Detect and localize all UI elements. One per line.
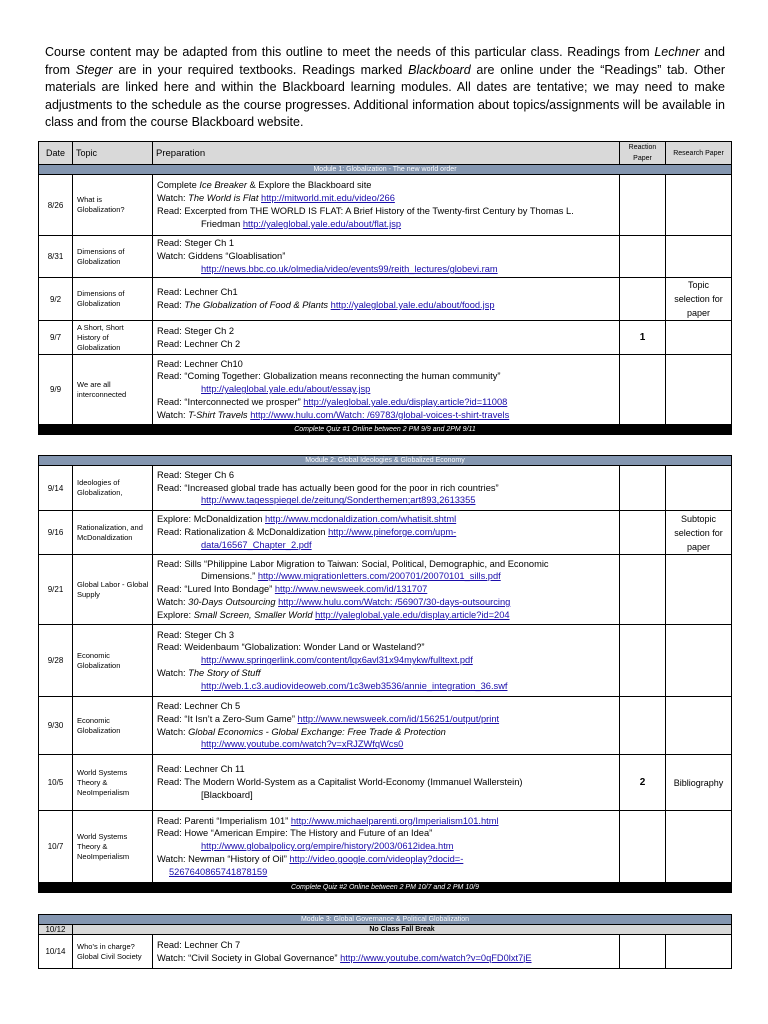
row-topic: We are all interconnected	[73, 355, 153, 425]
row-preparation	[153, 555, 620, 625]
preparation-line	[157, 583, 615, 596]
quiz-row	[39, 883, 732, 893]
link[interactable]: http://mitworld.mit.edu/video/266	[261, 193, 395, 204]
preparation-line	[157, 513, 615, 526]
link[interactable]: http://yaleglobal.yale.edu/display.article?id=11008	[303, 396, 508, 407]
table-row	[39, 355, 732, 425]
preparation-text: 30-Days Outsourcing	[188, 596, 276, 607]
table-header	[39, 142, 732, 165]
row-date: 9/7	[39, 321, 73, 355]
research-paper-cell: Subtopic selection for paper	[666, 511, 732, 555]
table-row	[39, 555, 732, 625]
preparation-text: Dimensions.”	[201, 571, 258, 582]
row-preparation	[153, 355, 620, 425]
module-title: Module 2: Global Ideologies & Globalized Economy	[39, 456, 732, 466]
preparation-text: The Story of Stuff	[188, 667, 261, 678]
preparation-line: Read: Howe “American Empire: The History and Future of an Idea”	[157, 828, 433, 839]
preparation-text: Explore:	[157, 609, 194, 620]
row-date: 10/14	[39, 935, 73, 969]
table-row	[39, 511, 732, 555]
row-date: 8/26	[39, 175, 73, 236]
preparation-line	[157, 654, 615, 667]
preparation-line	[157, 840, 615, 853]
row-topic: World Systems Theory & NeoImperialism	[73, 811, 153, 883]
link[interactable]: http://www.pineforge.com/upm-	[328, 527, 457, 538]
intro-text: are in your required textbooks. Readings marked	[112, 62, 409, 77]
preparation-line: [Blackboard]	[201, 789, 253, 800]
link[interactable]: http://www.hulu.com/Watch: /56907/30-days-outsourcing	[278, 596, 511, 607]
link[interactable]: http://www.migrationletters.com/200701/20070101_sills.pdf	[257, 571, 501, 582]
preparation-line	[157, 218, 615, 231]
preparation-line: Read: “Increased global trade has actually been good for the poor in rich countries”	[157, 482, 499, 493]
row-date: 10/5	[39, 755, 73, 811]
preparation-text: Watch:	[157, 596, 189, 607]
preparation-line	[157, 192, 615, 205]
preparation-text: Watch: Newman “History of Oil”	[157, 853, 290, 864]
row-preparation	[153, 811, 620, 883]
preparation-line: Read: Steger Ch 1	[157, 238, 235, 249]
preparation-text: Read: “Interconnected we prosper”	[157, 396, 304, 407]
research-paper-cell: Topic selection for paper	[666, 278, 732, 321]
schedule-table-module2	[38, 455, 732, 893]
table-row	[39, 278, 732, 321]
module-title: Module 1: Globalization - The new world order	[39, 165, 732, 175]
row-preparation	[153, 935, 620, 969]
intro-steger: Steger	[75, 62, 113, 77]
preparation-line	[157, 952, 615, 965]
preparation-text: Explore: McDonaldization	[157, 514, 265, 525]
break-notice: No Class Fall Break	[73, 925, 732, 935]
row-preparation	[153, 466, 620, 511]
preparation-line	[157, 866, 615, 879]
module-title: Module 3: Global Governance & Political Globalization	[39, 915, 732, 925]
preparation-line: Watch: Giddens “Gloablisation”	[157, 251, 286, 262]
preparation-line	[157, 570, 615, 583]
intro-text: and from	[45, 45, 725, 77]
row-topic: Economic Globalization	[73, 697, 153, 755]
row-date: 9/30	[39, 697, 73, 755]
preparation-line	[157, 726, 615, 739]
row-topic: Rationalization, and McDonaldization	[73, 511, 153, 555]
row-topic: Economic Globalization	[73, 625, 153, 697]
link[interactable]: http://www.newsweek.com/id/131707	[274, 584, 428, 595]
link[interactable]: http://web.1.c3.audiovideoweb.com/1c3web3536/annie_integration_36.swf	[201, 680, 508, 691]
preparation-line: Read: Lechner Ch10	[157, 358, 243, 369]
link[interactable]: http://news.bbc.co.uk/olmedia/video/events99/reith_lectures/globevi.ram	[201, 263, 498, 274]
row-topic: Dimensions of Globalization	[73, 236, 153, 278]
row-topic: Dimensions of Globalization	[73, 278, 153, 321]
link[interactable]: http://yaleglobal.yale.edu/about/essay.jsp	[201, 384, 371, 395]
schedule-table-module3	[38, 914, 732, 969]
row-topic: Ideologies of Globalization,	[73, 466, 153, 511]
table-row	[39, 236, 732, 278]
preparation-line	[157, 526, 615, 539]
row-date: 9/2	[39, 278, 73, 321]
link[interactable]: 5267640865741878159	[169, 866, 268, 877]
header-topic: Topic	[73, 142, 153, 165]
table-row	[39, 935, 732, 969]
row-topic: Global Labor - Global Supply	[73, 555, 153, 625]
row-preparation	[153, 175, 620, 236]
link[interactable]: http://www.globalpolicy.org/empire/history/2003/0612idea.htm	[201, 841, 454, 852]
preparation-text: Read: Parenti “Imperialism 101”	[157, 815, 291, 826]
preparation-text: Read: Rationalization & McDonaldization	[157, 527, 329, 538]
preparation-line	[157, 815, 615, 828]
reaction-paper-cell: 1	[620, 321, 666, 355]
preparation-line: Read: Lechner Ch 11	[157, 764, 245, 775]
preparation-line: Read: Lechner Ch 7	[157, 939, 241, 950]
preparation-line: Read: Steger Ch 3	[157, 629, 235, 640]
preparation-line	[157, 667, 615, 680]
schedule-table-module1	[38, 141, 732, 435]
link[interactable]: http://www.tagesspiegel.de/zeitung/Sonderthemen;art893,2613355	[201, 495, 476, 506]
row-preparation	[153, 697, 620, 755]
intro-blackboard: Blackboard	[408, 62, 471, 77]
quiz-notice: Complete Quiz #2 Online between 2 PM 10/7 and 2 PM 10/9	[39, 883, 732, 893]
preparation-line: Read: Sills “Philippine Labor Migration to Taiwan: Social, Political, Demographic, and Economic	[157, 558, 549, 569]
row-preparation	[153, 755, 620, 811]
row-topic: What is Globalization?	[73, 175, 153, 236]
preparation-line	[157, 383, 615, 396]
preparation-text: & Explore the Blackboard site	[246, 180, 372, 191]
header-date: Date	[39, 142, 73, 165]
row-preparation	[153, 511, 620, 555]
intro-paragraph	[45, 44, 725, 132]
preparation-line	[157, 853, 615, 866]
research-paper-cell: Bibliography	[666, 755, 732, 811]
preparation-line: Read: Steger Ch 6	[157, 469, 235, 480]
table-row	[39, 466, 732, 511]
preparation-text: Watch:	[157, 726, 189, 737]
preparation-text: Small Screen, Smaller World	[193, 609, 313, 620]
preparation-line	[157, 539, 615, 552]
row-topic: A Short, Short History of Globalization	[73, 321, 153, 355]
reaction-paper-cell: 2	[620, 755, 666, 811]
link[interactable]: data/16567_Chapter_2.pdf	[201, 539, 312, 550]
module-title-row	[39, 165, 732, 175]
preparation-text: The World is Flat	[188, 193, 259, 204]
link[interactable]: http://www.newsweek.com/id/156251/output/print	[297, 713, 500, 724]
preparation-line: Read: The Modern World-System as a Capitalist World-Economy (Immanuel Wallerstein)	[157, 777, 523, 788]
table-row	[39, 321, 732, 355]
link[interactable]: http://www.michaelparenti.org/Imperialism101.html	[290, 815, 499, 826]
intro-text: are online under the “Readings” tab. Other materials are linked here and within the Blackboard learning modules. All dates are tentative; we may need to make adjustments to the schedule as the course progresses. Additional information about topics/assignments will be available in class and from the course Blackboard website.	[45, 62, 725, 129]
header-preparation: Preparation	[153, 142, 620, 165]
preparation-line	[157, 680, 615, 693]
module-title-row	[39, 456, 732, 466]
row-preparation	[153, 236, 620, 278]
preparation-text: T-Shirt Travels	[188, 409, 248, 420]
preparation-line	[157, 738, 615, 751]
row-date: 9/28	[39, 625, 73, 697]
row-date: 8/31	[39, 236, 73, 278]
link[interactable]: http://yaleglobal.yale.edu/display.article?id=204	[315, 609, 510, 620]
preparation-line	[157, 596, 615, 609]
preparation-line	[157, 396, 615, 409]
row-preparation	[153, 278, 620, 321]
preparation-text: Global Economics - Global Exchange: Free Trade & Protection	[188, 726, 446, 737]
preparation-line	[157, 263, 615, 276]
row-topic: Who’s in charge? Global Civil Society	[73, 935, 153, 969]
quiz-row	[39, 425, 732, 435]
link[interactable]: http://www.youtube.com/watch?v=0qFD0lxt7jE	[340, 952, 532, 963]
link[interactable]: http://www.springerlink.com/content/lqx6avl31x94mykw/fulltext.pdf	[201, 655, 473, 666]
preparation-line	[157, 409, 615, 422]
row-date: 9/14	[39, 466, 73, 511]
preparation-line: Read: Lechner Ch 2	[157, 338, 241, 349]
break-row	[39, 925, 732, 935]
link[interactable]: http://yaleglobal.yale.edu/about/flat.jsp	[242, 218, 402, 229]
preparation-text: Read: “Lured Into Bondage”	[157, 584, 275, 595]
preparation-line: Read: Excerpted from THE WORLD IS FLAT: A Brief History of the Twenty-first Century by Thomas L.	[157, 206, 574, 216]
preparation-line: Read: Steger Ch 2	[157, 325, 235, 336]
preparation-text: Friedman	[201, 218, 243, 229]
quiz-notice: Complete Quiz #1 Online between 2 PM 9/9 and 2PM 9/11	[39, 425, 732, 435]
preparation-line	[157, 179, 615, 192]
row-preparation	[153, 321, 620, 355]
preparation-text: Watch:	[157, 667, 189, 678]
row-date: 10/12	[39, 925, 73, 935]
preparation-line	[157, 713, 615, 726]
preparation-line: Read: Lechner Ch1	[157, 287, 238, 298]
table-row	[39, 755, 732, 811]
preparation-text: Watch:	[157, 193, 189, 204]
preparation-line: Read: Lechner Ch 5	[157, 700, 241, 711]
preparation-text: Read:	[157, 300, 185, 310]
row-date: 9/16	[39, 511, 73, 555]
row-topic: World Systems Theory & NeoImperialism	[73, 755, 153, 811]
preparation-line	[157, 494, 615, 507]
preparation-line: Read: Weidenbaum “Globalization: Wonder Land or Wasteland?”	[157, 642, 425, 653]
link[interactable]: http://video.google.com/videoplay?docid=-	[289, 853, 464, 864]
preparation-text: Watch: “Civil Society in Global Governance”	[157, 952, 341, 963]
preparation-text: Ice Breaker	[199, 180, 247, 191]
preparation-line	[157, 609, 615, 622]
preparation-text: The Globalization of Food & Plants	[184, 300, 329, 310]
table-row	[39, 811, 732, 883]
intro-text: Course content may be adapted from this outline to meet the needs of this particular class. Readings from	[45, 45, 655, 59]
preparation-line	[157, 299, 615, 312]
intro-lechner: Lechner	[654, 45, 700, 59]
header-reaction-paper: Reaction Paper	[620, 142, 666, 165]
link[interactable]: http://www.mcdonaldization.com/whatisit.shtml	[265, 514, 457, 525]
module-title-row	[39, 915, 732, 925]
link[interactable]: http://yaleglobal.yale.edu/about/food.jsp	[330, 300, 495, 310]
row-date: 9/9	[39, 355, 73, 425]
row-preparation	[153, 625, 620, 697]
table-row	[39, 697, 732, 755]
header-research-paper: Research Paper	[666, 142, 732, 165]
table-row	[39, 625, 732, 697]
preparation-text: Complete	[157, 180, 200, 191]
preparation-text: Read: “It Isn’t a Zero-Sum Game”	[157, 713, 298, 724]
preparation-text: Watch:	[157, 409, 189, 420]
preparation-line: Read: “Coming Together: Globalization means reconnecting the human community”	[157, 371, 501, 382]
link[interactable]: http://www.hulu.com/Watch: /69783/global-voices-t-shirt-travels	[250, 409, 510, 420]
row-date: 10/7	[39, 811, 73, 883]
row-date: 9/21	[39, 555, 73, 625]
table-row	[39, 175, 732, 236]
link[interactable]: http://www.youtube.com/watch?v=xRJZWfqWcs0	[201, 739, 404, 750]
